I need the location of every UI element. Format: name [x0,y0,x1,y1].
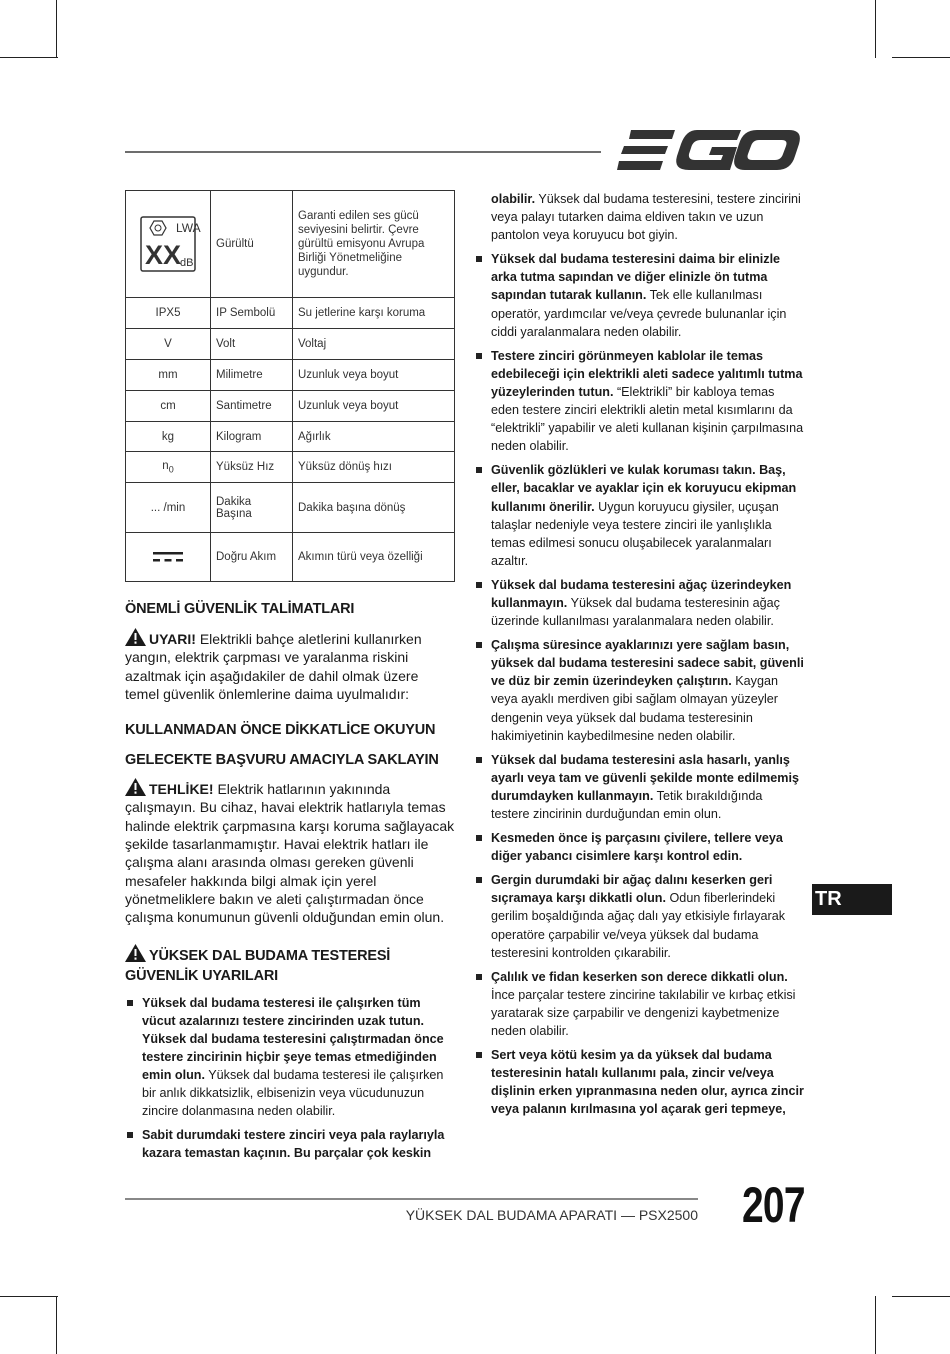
warning-label: UYARI! [149,631,196,647]
bullet-text: Yüksek dal budama testeresini, testere zincirini veya palayı tutarken daima eldiven takın ve uzun pantolon veya koruyucu bot giyin. [491,192,801,243]
footer-rule [125,1198,698,1200]
list-item [474,636,804,745]
danger-paragraph [125,778,455,926]
table-row [126,191,455,298]
crop-mark [0,1296,58,1297]
symbol-description: Dakika başına dönüş [293,483,455,533]
bullet-bold: Sert veya kötü kesim ya da yüksek dal budama testeresinin hatalı kullanımı pala, zincir ve/veya dişlinin erken yıpranmasına neden olur, ayrıca zincir veya palanın kırılmasına yol açarak geri tepmeye, [491,1048,804,1117]
svg-text:XX: XX [145,240,182,270]
crop-mark [875,0,876,58]
list-item [474,461,804,570]
svg-text:LWA: LWA [176,221,201,235]
ego-logo [617,128,801,172]
noise-symbol-cell [126,191,211,298]
crop-mark [0,57,58,58]
symbol-name: Dakika Başına [211,483,293,533]
danger-label: TEHLİKE! [149,781,214,798]
symbol-cell: ... /min [126,483,211,533]
warning-paragraph [125,628,455,703]
bullet-bold: Yüksek dal budama testeresi ile çalışırken tüm vücut azalarınızı testere zincirinden uzak tutun. Yüksek dal budama testeresini çalıştırmadan önce testere zincirinin hiçbir şeye temas etmediğinden emin olun. [142,995,444,1082]
symbol-cell: IPX5 [126,298,211,329]
list-item [125,994,455,1121]
crop-mark [875,1296,876,1354]
list-item [474,751,804,823]
bullet-bold: Yüksek dal budama testeresini ağaç üzerindeyken kullanmayın. [491,577,792,610]
svg-text:dB: dB [180,257,194,269]
bullet-bold: Çalılık ve fidan keserken son derece dikkatli olun. [491,969,788,984]
list-item [474,1046,804,1118]
table-row [126,298,455,329]
crop-mark [892,1296,950,1297]
symbol-name: Yüksüz Hız [211,452,293,483]
left-column [125,190,455,1168]
table-row [126,483,455,533]
bullet-text: Kaygan veya ayaklı merdiven gibi sağlam olmayan yüzeyler dengenin veya yüksek dal budama testeresinin hakimiyetinin kaybedilmesine neden olabilir. [491,674,778,743]
list-item [474,968,804,1040]
footer-title: YÜKSEK DAL BUDAMA APARATI — PSX2500 [405,1207,698,1223]
symbol-name: Milimetre [211,360,293,391]
symbol-cell: mm [126,360,211,391]
noise-level-icon [140,216,201,272]
list-item [474,250,804,340]
bullet-bold: Testere zinciri görünmeyen kablolar ile temas edebileceği için elektrikli aleti sadece yalıtımlı tutma yüzeylerinden tutun. [491,348,803,399]
n0-sub: 0 [168,464,174,475]
header-rule [125,151,601,153]
list-item [125,1126,455,1162]
table-row [126,452,455,483]
bullet-bold: Güvenlik gözlükleri ve kulak koruması takın. Baş, eller, bacaklar ve ayaklar için ek koruyucu ekipman kullanımı önerilir. [491,463,797,514]
warning-triangle-icon [125,628,146,646]
bullet-bold: Yüksek dal budama testeresini daima bir elinizle arka tutma sapından ve diğer elinizle ön tutma sapından tutarak kullanın. [491,252,781,303]
section-heading: ÖNEMLİ GÜVENLİK TALİMATLARI [125,601,355,617]
list-item [474,576,804,630]
bullet-bold: olabilir. [491,192,536,206]
section-heading: GELECEKTE BAŞVURU AMACIYLA SAKLAYIN [125,752,439,769]
safety-list [125,994,455,1163]
symbol-description: Ağırlık [293,422,455,452]
table-row [126,533,455,582]
symbol-description: Voltaj [293,329,455,360]
bullet-text: Odun fiberlerindeki gerilim boşaldığında ağaç dalı yay etkisiyle fırlayarak operatöre çarpabilir ve/veya yüksek dal budama testeresini kontrolden çıkarabilir. [491,891,785,960]
table-row [126,329,455,360]
direct-current-icon [153,550,183,564]
symbol-description: Garanti edilen ses gücü seviyesini belirtir. Çevre gürültü emisyonu Avrupa Birliği Yönetmeliğine uygundur. [293,191,455,298]
symbol-cell: V [126,329,211,360]
bullet-text: Uygun koruyucu giysiler, uçuşan talaşlar nedeniyle veya testere zinciri ile yanlışlıkla temas edilmesi sonucu oluşabilecek yaralanmaları azaltır. [491,499,779,568]
warning-triangle-icon [125,778,146,796]
list-item [474,190,804,244]
crop-mark [56,1296,57,1354]
section-heading [125,944,455,986]
page-number: 207 [742,1177,805,1233]
crop-mark [892,57,950,58]
symbol-description: Uzunluk veya boyut [293,360,455,391]
list-item [474,871,804,961]
list-item [474,829,804,865]
symbol-cell: cm [126,391,211,422]
heading-text: YÜKSEK DAL BUDAMA TESTERESİ GÜVENLİK UYARILARI [125,947,391,984]
list-item [474,347,804,456]
language-tab: TR [812,884,892,915]
bullet-text: Yüksek dal budama testeresinin ağaç üzerinde kullanılması yaralanmalara neden olabilir. [491,595,780,629]
symbol-name: Kilogram [211,422,293,452]
symbol-description: Su jetlerine karşı koruma [293,298,455,329]
bullet-text: Yüksek dal budama testeresi ile çalışırken bir anlık dikkatsizlik, elbisenizin veya vücudunuzun zincire dolanmasına neden olabilir. [142,1067,444,1119]
symbol-name: Doğru Akım [211,533,293,582]
symbol-name: Gürültü [211,191,293,298]
symbol-cell [126,452,211,483]
crop-mark [56,0,57,58]
symbol-cell: kg [126,422,211,452]
symbol-description: Uzunluk veya boyut [293,391,455,422]
table-row [126,360,455,391]
bullet-text: İnce parçalar testere zincirine takılabilir ve kırbaç etkisi yaratarak size çarpabilir ve dengenizi kaybetmenize neden olabilir. [491,987,796,1039]
bullet-text: Tetik bırakıldığında testere zincirinin durduğundan emin olun. [491,788,763,821]
bullet-bold: Çalışma süresince ayaklarınızı yere sağlam basın, yüksek dal budama testeresini sadece sabit, güvenli ve düz bir zemin üzerindeyken çalıştırın. [491,638,804,689]
table-row [126,422,455,452]
n0-base: n [162,459,169,472]
warning-text: Elektrikli bahçe aletlerini kullanırken yangın, elektrik çarpması ve yaralanma riskini azaltmak için aşağıdakiler de dahil olmak üzere temel güvenlik önlemlerine daima uyulmalıdır: [125,631,422,702]
symbols-table [125,190,455,582]
warning-triangle-icon [125,944,146,962]
right-column [474,190,804,1125]
symbol-description: Akımın türü veya özelliği [293,533,455,582]
bullet-bold: Gergin durumdaki bir ağaç dalını keserken geri sıçramaya karşı dikkatli olun. [491,873,773,906]
bullet-text: “Elektrikli” bir kabloya temas eden testere zinciri elektrikli aletin metal kısımlarını da “elektrikli” yapabilir ve aleti kullanan kişinin çarpılmasına neden olabilir. [491,384,804,454]
symbol-cell [126,533,211,582]
symbol-name: Santimetre [211,391,293,422]
bullet-bold: Kesmeden önce iş parçasını çivilere, tellere veya diğer yabancı cisimlere karşı kontrol edin. [491,831,783,864]
symbol-name: Volt [211,329,293,360]
bullet-bold: Yüksek dal budama testeresini asla hasarlı, yanlış ayarlı veya tam ve güvenli şekilde monte edilmemiş durumdayken kullanmayın. [491,752,799,803]
bullet-text: Tek elle kullanılması operatör, yardımcılar ve/veya çevrede bulunanlar için ciddi yaralanmalara neden olabilir. [491,288,787,339]
section-heading: KULLANMADAN ÖNCE DİKKATLİCE OKUYUN [125,722,436,739]
table-row [126,391,455,422]
danger-text: Elektrik hatlarının yakınında çalışmayın. Bu cihaz, havai elektrik hatlarıyla temas halinde elektrik çarpmasına karşı koruma sağlayacak şekilde tasarlanmamıştır. Havai elektrik hatları ile çalışma alanı arasında olması gereken güvenli mesafeler hakkında bilgi almak için yerel yönetmeliklere bakın ve aleti çalıştırmadan önce çalışma konumunun güvenli olduğundan emin olun. [125,781,455,926]
safety-list [474,190,804,1119]
bullet-bold: Sabit durumdaki testere zinciri veya pala raylarıyla kazara temastan kaçının. Bu parçalar çok keskin [142,1128,445,1161]
symbol-description: Yüksüz dönüş hızı [293,452,455,483]
symbol-name: IP Sembolü [211,298,293,329]
